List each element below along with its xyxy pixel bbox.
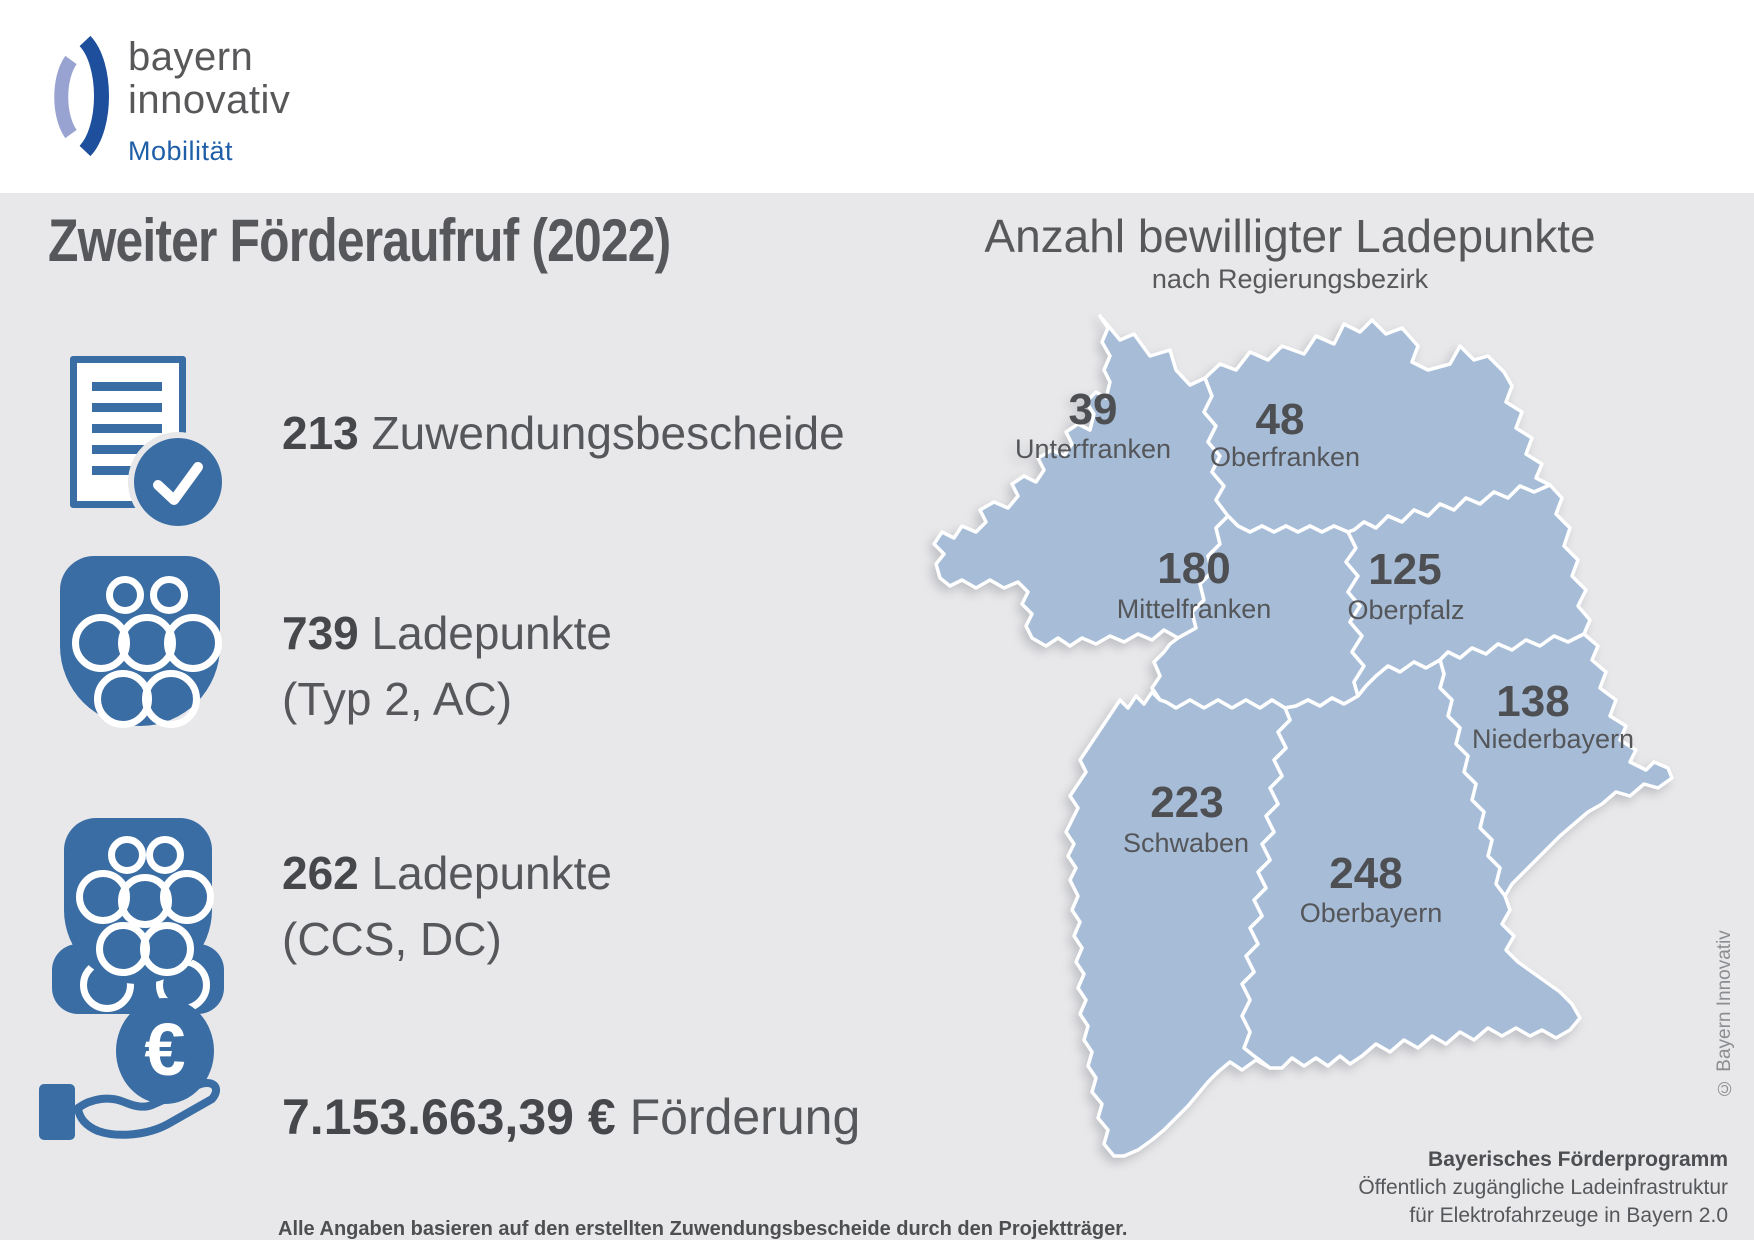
brand-line2: innovativ [128, 78, 291, 122]
stat-label: Ladepunkte [371, 847, 612, 899]
region-label-oberpfalz: Oberpfalz [1347, 595, 1465, 625]
euro-coin-icon: € [116, 998, 214, 1104]
map-title: Anzahl bewilligter Ladepunkte [984, 210, 1596, 262]
region-label-oberbayern: Oberbayern [1299, 898, 1443, 928]
copyright-credit: © Bayern Innovativ [1714, 930, 1735, 1098]
region-value-oberbayern: 248 [1329, 849, 1403, 898]
checkmark-icon [134, 438, 222, 526]
stat-sublabel: (CCS, DC) [282, 913, 502, 965]
stat-value: 213 [282, 407, 359, 459]
stat-label: Förderung [629, 1089, 861, 1145]
stat-ladepunkte-ac [282, 600, 612, 732]
region-label-unterfranken: Unterfranken [1014, 434, 1172, 464]
brand-wordmark [128, 36, 290, 173]
region-label-mittelfranken: Mittelfranken [1116, 594, 1272, 624]
region-value-unterfranken: 39 [1068, 385, 1118, 434]
open-hand-icon [38, 1072, 243, 1146]
header [0, 0, 1754, 193]
footer-note: Alle Angaben basieren auf den erstellten Zuwendungsbescheide durch den Projektträger. [278, 1218, 1128, 1240]
region-schwaben [1066, 692, 1290, 1156]
program-title: Bayerisches Förderprogramm [1428, 1148, 1728, 1171]
bayern-innovativ-logo-icon [47, 34, 117, 158]
region-value-schwaben: 223 [1150, 778, 1224, 827]
type2-plug-icon [60, 556, 220, 726]
program-line3: für Elektrofahrzeuge in Bayern 2.0 [1409, 1204, 1728, 1227]
region-value-mittelfranken: 180 [1157, 544, 1231, 593]
stat-foerderung [282, 1084, 860, 1150]
region-value-niederbayern: 138 [1496, 677, 1570, 726]
stat-label: Ladepunkte [371, 607, 612, 659]
stat-value: 262 [282, 847, 359, 899]
stat-value: 739 [282, 607, 359, 659]
stat-value: 7.153.663,39 € [282, 1089, 616, 1145]
checkmark-badge-icon [128, 432, 228, 532]
region-label-niederbayern: Niederbayern [1471, 724, 1635, 754]
brand-line1: bayern [128, 35, 254, 79]
region-label-oberfranken: Oberfranken [1209, 442, 1361, 472]
region-label-schwaben: Schwaben [1122, 828, 1250, 858]
stat-sublabel: (Typ 2, AC) [282, 673, 513, 725]
ccs-plug-icon [64, 818, 212, 984]
region-value-oberfranken: 48 [1255, 395, 1305, 444]
region-value-oberpfalz: 125 [1368, 545, 1442, 594]
stat-ladepunkte-dc [282, 840, 612, 972]
program-line2: Öffentlich zugängliche Ladeinfrastruktur [1358, 1176, 1728, 1199]
stat-label: Zuwendungsbescheide [371, 407, 845, 459]
page-title: Zweiter Förderaufruf (2022) [48, 207, 671, 274]
bavaria-map [920, 300, 1720, 1180]
program-info [1358, 1146, 1728, 1230]
document-check-icon [66, 356, 218, 524]
map-subtitle: nach Regierungsbezirk [1151, 264, 1429, 294]
brand-division: Mobilität [128, 136, 234, 166]
map-heading [880, 210, 1700, 296]
stat-zuwendungsbescheide [282, 400, 845, 466]
